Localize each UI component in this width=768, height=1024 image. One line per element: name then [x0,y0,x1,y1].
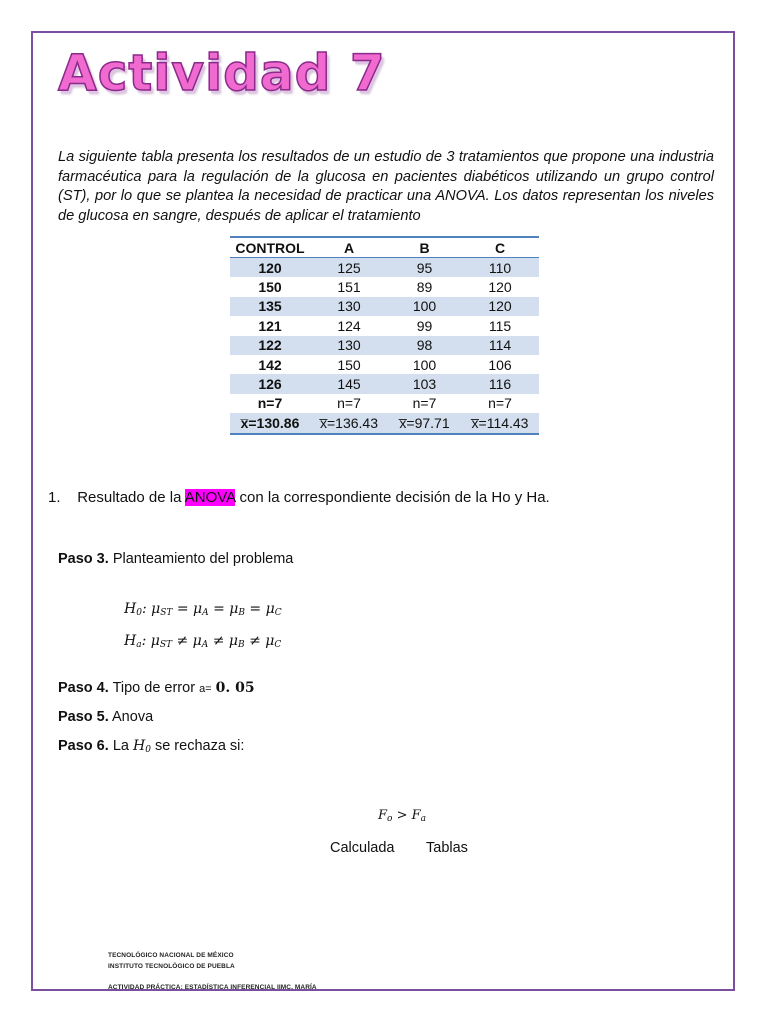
table-row-count [230,394,539,413]
rejection-criterion [378,808,426,824]
table-cell: n=7 [257,395,283,412]
ha-ne1: ≠ μ [172,633,202,649]
alternative-hypothesis [124,633,281,650]
footer-line-2: INSTITUTO TECNOLÓGICO DE PUEBLA [108,963,235,970]
table-cell: 120 [461,297,539,316]
paso-5-text: Anova [112,709,154,725]
table-cell: 100 [412,356,437,373]
table-cell: 89 [416,279,433,296]
table-cell: 151 [337,279,361,296]
table-cell: 98 [388,336,461,355]
ha-a: A [201,640,209,650]
table-cell: 122 [230,336,310,355]
paso-6-h: H [132,738,146,754]
table-cell: 115 [488,317,512,334]
table-row [230,355,539,374]
table-row-mean [230,413,539,433]
alpha-label: a= [199,683,212,695]
paso-6-text-before: La [112,738,129,754]
table-cell: 124 [337,317,361,334]
paso-4 [58,680,255,696]
header-c: C [461,237,539,258]
table-cell: 103 [388,374,461,393]
h0-a: A [202,608,209,618]
table-cell: 106 [488,356,512,373]
table-cell: 120 [488,279,512,296]
table-cell: 150 [337,356,361,373]
table-cell: 100 [388,297,461,316]
h0-symbol: H [124,601,137,617]
table-cell: n=7 [488,395,512,412]
paso-6-h0 [133,738,151,754]
ha-ne2: ≠ μ [208,633,238,649]
glucose-table [230,236,539,435]
paso-3-text: Planteamiento del problema [112,551,294,567]
h0-eq2: = μ [208,601,239,617]
paso-6-sub: 0 [145,745,151,755]
ha-c: C [274,640,282,650]
fo-sub: o [387,814,393,824]
h0-eq1: = μ [172,601,203,617]
paso-3-label: Paso 3. [58,551,109,567]
ha-sub: a [136,640,142,650]
footer-line-1: TECNOLÓGICO NACIONAL DE MÉXICO [108,952,234,959]
null-hypothesis [124,601,282,618]
paso-4-label: Paso 4. [58,680,109,696]
paso-6-label: Paso 6. [58,738,109,754]
ha-text: : μ [141,633,160,649]
header-a: A [310,237,388,258]
alpha-value: 0. 05 [215,680,255,696]
question-number: 1. [48,489,61,506]
table-cell: n=7 [412,395,437,412]
question-text-end: con la correspondiente decisión de la Ho y Ha. [239,489,550,506]
ha-ne3: ≠ μ [244,633,275,649]
paso-6-text-after: se rechaza si: [154,738,245,754]
table-row [230,277,539,296]
table-cell: 126 [230,374,310,393]
table-cell: 114 [461,336,539,355]
ha-symbol: H [124,633,137,649]
table-cell: 150 [258,279,282,296]
table-cell: 110 [461,258,539,278]
table-cell: 121 [258,317,282,334]
table-row [230,316,539,335]
table-cell: x̅=114.43 [461,413,539,433]
table-header-row [230,237,539,258]
caption-calculated: Calculada [330,840,395,856]
paso-5-label: Paso 5. [58,709,109,725]
ha-st: ST [159,640,173,650]
table-cell: x̅=136.43 [310,413,388,433]
h0-st: ST [160,608,173,618]
table-row [230,336,539,355]
header-b: B [388,237,461,258]
h0-c: C [274,608,282,618]
h0-text: : μ [141,601,161,617]
paso-3 [58,551,293,567]
paso-4-text: Tipo de error [112,680,196,696]
page-title: Actividad 7 [58,44,386,102]
highlighted-anova: ANOVA [184,489,236,506]
table-cell: 125 [310,258,388,278]
intro-paragraph: La siguiente tabla presenta los resultados de un estudio de 3 tratamientos que propone una industria farmacéutica para la regulación de la glucosa en pacientes diabéticos utilizando un grupo control (ST), por lo que se plantea la necesidad de practicar una ANOVA. Los datos representan los niveles de glucosa en sangre, después de aplicar el tratamiento [58,149,714,224]
table-row [230,374,539,393]
table-cell: n=7 [337,395,361,412]
table-row [230,258,539,278]
caption-tables: Tablas [426,840,468,856]
table-cell: x̅=130.86 [230,413,310,433]
table-cell: 145 [310,374,388,393]
fa-symbol: > F [392,808,421,823]
table-cell: 130 [310,336,388,355]
table-cell: 142 [258,356,282,373]
table-cell: 120 [230,258,310,278]
table-cell: 95 [388,258,461,278]
table-cell: 130 [310,297,388,316]
paso-5 [58,709,153,725]
table-cell: x̅=97.71 [388,413,461,433]
table-cell: 116 [461,374,539,393]
table-cell: 135 [230,297,310,316]
table-cell: 99 [416,317,433,334]
table-row [230,297,539,316]
h0-b: B [238,608,245,618]
footer-line-3: ACTIVIDAD PRÁCTICA: ESTADÍSTICA INFERENCIAL IIMC. MARÍA [108,984,317,991]
fo-symbol: F [378,808,388,823]
paso-6 [58,738,244,755]
question-text-start: Resultado de la [77,489,182,506]
question-1 [48,489,550,506]
h0-sub: 0 [136,608,142,618]
ha-b: B [238,640,245,650]
fa-sub: a [420,814,427,824]
h0-eq3: = μ [244,601,275,617]
header-control: CONTROL [230,237,310,258]
